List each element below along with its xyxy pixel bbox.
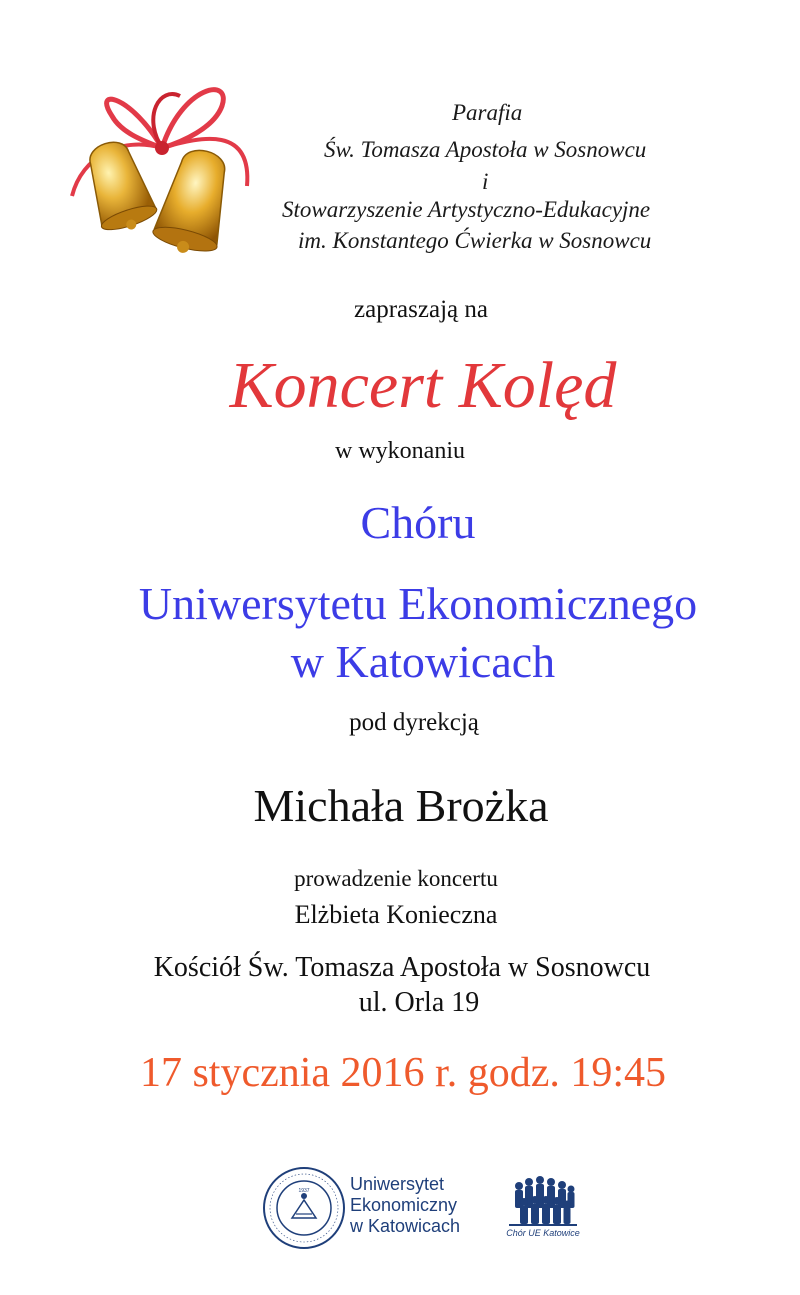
university-seal-icon (262, 1166, 346, 1250)
host-label: prowadzenie koncertu (294, 866, 498, 891)
direction-label: pod dyrekcją (349, 709, 479, 736)
organizer-line-association-name: im. Konstantego Ćwierka w Sosnowcu (298, 228, 652, 253)
university-logo-text (350, 1174, 460, 1237)
university-logo-line2: Ekonomiczny (350, 1195, 458, 1215)
choir-name-line3: w Katowicach (290, 636, 556, 687)
venue-name: Kościół Św. Tomasza Apostoła w Sosnowcu (153, 952, 651, 983)
organizer-line-association: Stowarzyszenie Artystyczno-Edukacyjne (282, 197, 651, 222)
choir-name-line1: Chóru (360, 497, 476, 548)
university-logo-line3: w Katowicach (350, 1216, 461, 1236)
svg-text:1937: 1937 (298, 1188, 310, 1194)
conductor-name: Michała Brożka (253, 780, 549, 831)
choir-name-line2: Uniwersytetu Ekonomicznego (138, 578, 698, 629)
university-logo-line1: Uniwersytet (350, 1174, 445, 1194)
venue-address: ul. Orla 19 (358, 987, 480, 1018)
organizer-line-parish: Parafia (452, 100, 523, 125)
concert-title: Koncert Kolęd (229, 349, 617, 422)
invite-text: zapraszają na (354, 296, 488, 323)
host-name: Elżbieta Konieczna (294, 900, 498, 929)
organizer-line-and: i (482, 169, 489, 194)
organizer-line-parish-name: Św. Tomasza Apostoła w Sosnowcu (324, 137, 647, 162)
bells-icon (62, 76, 262, 271)
concert-date: 17 stycznia 2016 r. godz. 19:45 (139, 1050, 667, 1096)
choir-logo-caption: Chór UE Katowice (506, 1228, 580, 1238)
performed-by-text: w wykonaniu (335, 438, 465, 464)
